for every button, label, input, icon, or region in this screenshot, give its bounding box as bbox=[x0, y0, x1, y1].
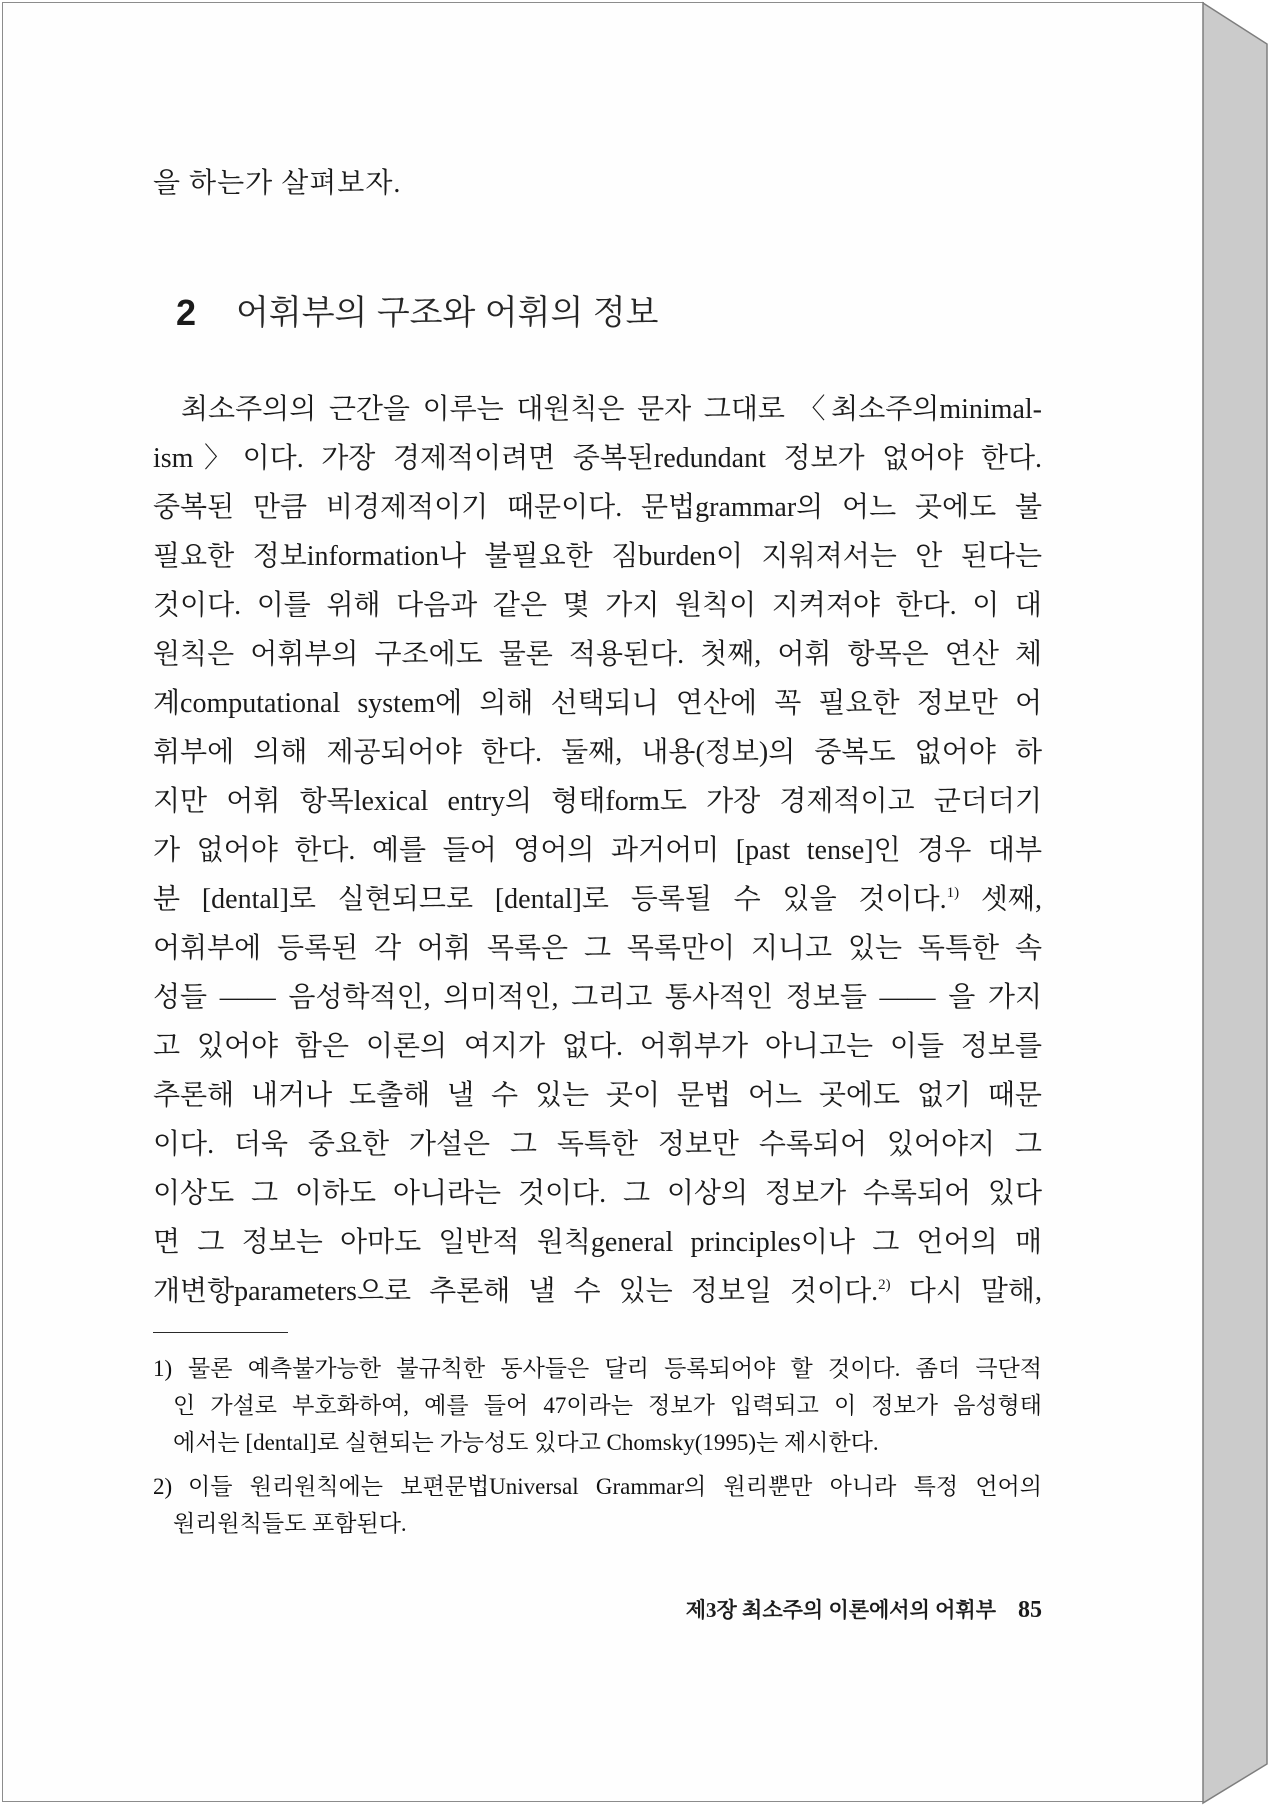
footnote-line: 인 가설로 부호화하여, 예를 들어 47이라는 정보가 입력되고 이 정보가 음성형태 bbox=[173, 1393, 1042, 1418]
footnote-number: 2) bbox=[153, 1474, 173, 1499]
body-line: 휘부에 의해 제공되어야 한다. 둘째, 내용(정보)의 중복도 없어야 하 bbox=[153, 737, 1042, 768]
footnote-text: 물론 예측불가능한 불규칙한 동사들은 달리 등록되어야 할 것이다. 좀더 극단적 bbox=[188, 1356, 1042, 1381]
body-line: ism〉이다. 가장 경제적이려면 중복된redundant 정보가 없어야 한다. bbox=[153, 443, 1042, 474]
body-line: 필요한 정보information나 불필요한 짐burden이 지워져서는 안 된다는 bbox=[153, 541, 1042, 572]
body-line: 이상도 그 이하도 아니라는 것이다. 그 이상의 정보가 수록되어 있다 bbox=[153, 1178, 1042, 1209]
body-line: 중복된 만큼 비경제적이기 때문이다. 문법grammar의 어느 곳에도 불 bbox=[153, 492, 1042, 523]
section-heading bbox=[176, 288, 658, 338]
body-line-text: 다시 말해, bbox=[890, 1276, 1042, 1307]
body-line: 최소주의의 근간을 이루는 대원칙은 문자 그대로 〈최소주의minimal- bbox=[181, 394, 1042, 425]
book-edge-face bbox=[1203, 3, 1267, 1803]
body-line: 지만 어휘 항목lexical entry의 형태form도 가장 경제적이고 군더더기 bbox=[153, 786, 1042, 817]
footnote-rule bbox=[153, 1332, 288, 1333]
body-line-text: 분 [dental]로 실현되므로 [dental]로 등록될 수 있을 것이다. bbox=[153, 884, 947, 915]
footnote-reference: 2) bbox=[878, 1277, 891, 1293]
footnote-2 bbox=[153, 1468, 1042, 1542]
body-line bbox=[153, 875, 1042, 924]
body-line-text: 셋째, bbox=[959, 884, 1042, 915]
body-line: 성들 —— 음성학적인, 의미적인, 그리고 통사적인 정보들 —— 을 가지 bbox=[153, 982, 1042, 1013]
footnotes bbox=[153, 1350, 1042, 1542]
body-line: 추론해 내거나 도출해 낼 수 있는 곳이 문법 어느 곳에도 없기 때문 bbox=[153, 1080, 1042, 1111]
footnote-number: 1) bbox=[153, 1356, 173, 1381]
body-line: 이다. 더욱 중요한 가설은 그 독특한 정보만 수록되어 있어야지 그 bbox=[153, 1129, 1042, 1160]
footnote-line: 에서는 [dental]로 실현되는 가능성도 있다고 Chomsky(1995)는 제시한다. bbox=[173, 1430, 879, 1455]
intro-line: 을 하는가 살펴보자. bbox=[153, 168, 402, 199]
body-line: 것이다. 이를 위해 다음과 같은 몇 가지 원칙이 지켜져야 한다. 이 대 bbox=[153, 590, 1042, 621]
page-footer bbox=[153, 1595, 1042, 1625]
footnote-line: 원리원칙들도 포함된다. bbox=[173, 1511, 407, 1536]
section-number: 2 bbox=[176, 292, 197, 333]
footnote-1 bbox=[153, 1350, 1042, 1461]
body-line: 계computational system에 의해 선택되니 연산에 꼭 필요한 정보만 어 bbox=[153, 688, 1042, 719]
section-title: 어휘부의 구조와 어휘의 정보 bbox=[236, 294, 659, 332]
body-line bbox=[153, 1267, 1042, 1316]
body-line-text: 개변항parameters으로 추론해 낼 수 있는 정보일 것이다. bbox=[153, 1276, 879, 1307]
body-line: 고 있어야 함은 이론의 여지가 없다. 어휘부가 아니고는 이들 정보를 bbox=[153, 1031, 1042, 1062]
body-line: 어휘부에 등록된 각 어휘 목록은 그 목록만이 지니고 있는 독특한 속 bbox=[153, 933, 1042, 964]
body-text bbox=[153, 385, 1042, 1316]
footnote-line bbox=[153, 1468, 1042, 1505]
body-line: 가 없어야 한다. 예를 들어 영어의 과거어미 [past tense]인 경우 대부 bbox=[153, 835, 1042, 866]
footnote-reference: 1) bbox=[946, 885, 960, 901]
footnote-line bbox=[153, 1350, 1042, 1387]
footnote-text: 이들 원리원칙에는 보편문법Universal Grammar의 원리뿐만 아니라 특정 언어의 bbox=[188, 1474, 1042, 1499]
body-line: 면 그 정보는 아마도 일반적 원칙general principles이나 그 언어의 매 bbox=[153, 1227, 1042, 1258]
body-line: 원칙은 어휘부의 구조에도 물론 적용된다. 첫째, 어휘 항목은 연산 체 bbox=[153, 639, 1042, 670]
page-number: 85 bbox=[1018, 1597, 1042, 1623]
chapter-title: 제3장 최소주의 이론에서의 어휘부 bbox=[685, 1598, 996, 1622]
